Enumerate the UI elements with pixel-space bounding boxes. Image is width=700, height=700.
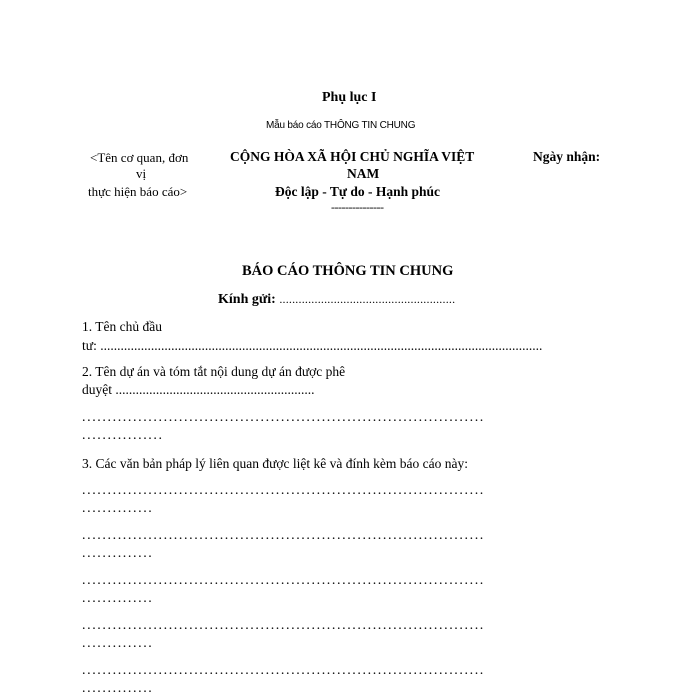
recipient-line: [218, 292, 455, 308]
motto-underline: ---------------: [331, 200, 384, 214]
item3-line1: 3. Các văn bản pháp lý liên quan được liệt kê và đính kèm báo cáo này:: [82, 456, 468, 471]
agency-placeholder-line2: vị: [136, 166, 147, 181]
agency-placeholder-line3: thực hiện báo cáo>: [88, 184, 188, 199]
national-title-line1: CỘNG HÒA XÃ HỘI CHỦ NGHĨA VIỆT: [230, 149, 475, 164]
national-title-line2: NAM: [347, 166, 380, 181]
appendix-title: Phụ lục I: [322, 90, 377, 105]
item3-row: ...............................................................................: [82, 528, 485, 543]
agency-placeholder-line1: <Tên cơ quan, đơn: [90, 150, 189, 165]
item3-dots-a: ...............................................................................: [82, 483, 485, 498]
item3-row-tail: ..............: [82, 591, 154, 606]
item1-line1: 1. Tên chủ đầu: [82, 319, 162, 334]
item2-dots-a: ...............................................................................: [82, 410, 485, 425]
received-date-label: Ngày nhận:: [533, 149, 601, 164]
item3-row-tail: ..............: [82, 546, 154, 561]
item1-line2: tư: ...................................................................................................................................: [82, 338, 543, 353]
recipient-dots: .......................................................: [279, 292, 456, 306]
item3-row: ...............................................................................: [82, 663, 485, 678]
recipient-label: Kính gửi:: [218, 292, 276, 307]
item3-row: ...............................................................................: [82, 618, 485, 633]
national-motto: Độc lập - Tự do - Hạnh phúc: [275, 184, 441, 199]
item2-line1: 2. Tên dự án và tóm tắt nội dung dự án được phê: [82, 364, 346, 379]
item3-dots-b: ..............: [82, 501, 154, 516]
item3-row-tail: ..............: [82, 681, 154, 696]
item2-line2: duyệt ...........................................................: [82, 382, 315, 397]
item3-row: ...............................................................................: [82, 573, 485, 588]
item2-dots-b: ................: [82, 428, 164, 443]
report-title: BÁO CÁO THÔNG TIN CHUNG: [242, 263, 454, 279]
appendix-subtitle: Mẫu báo cáo THÔNG TIN CHUNG: [266, 120, 416, 131]
item3-row-tail: ..............: [82, 636, 154, 651]
